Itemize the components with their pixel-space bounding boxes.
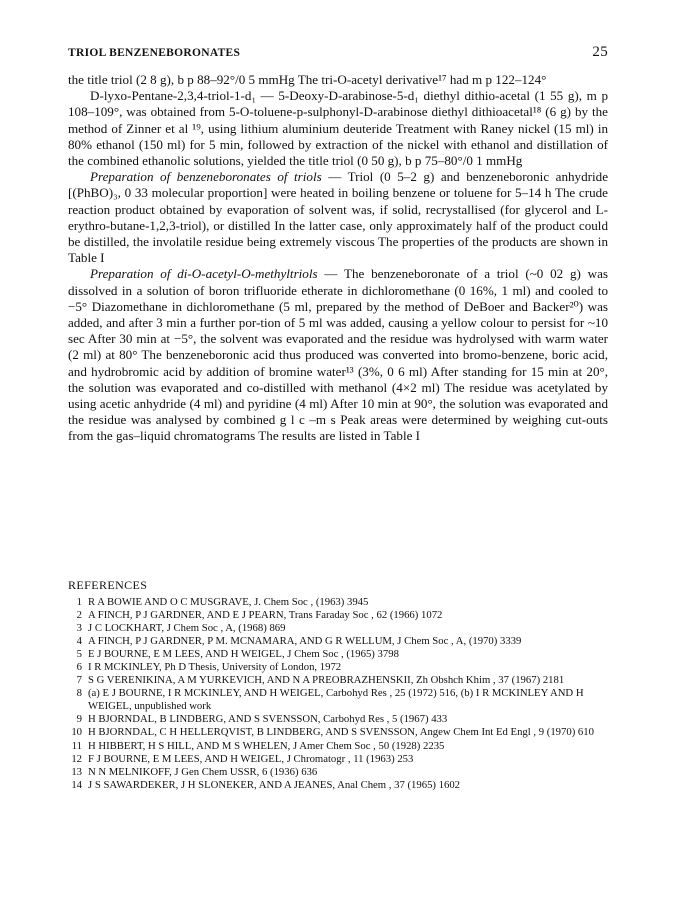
- reference-text: I R MCKINLEY, Ph D Thesis, University of London, 1972: [88, 661, 342, 674]
- paragraph-text-methyltriols: — The benzeneboronate of a triol (~0 02 g) was dissolved in a solution of boron trifluoride etherate in dichloromethane (0 16%, 1 ml) and cooled to −5° Diazomethane in dichloromethane (5 ml, prepared by the method of DeBoer and Backer²⁰) was added, and after 3 min a further por-tion of 5 ml was added, causing a yellow colour to persist for ~10 sec After 30 min at −5°, the solvent was evaporated and the residue was hydrolysed with warm water (2 ml) at 80° The benzeneboronic acid thus produced was converted into bromo-benzene, boric acid, and hydrobromic acid by addition of bromine water¹³ (3%, 0 6 ml) After standing for 15 min at 20°, the solution was evaporated and co-distilled with methanol (4×2 ml) The residue was acetylated by using acetic anhydride (4 ml) and pyridine (4 ml) After 10 min at 90°, the solution was evaporated and the residue was analysed by combined g l c –m s Peak areas were determined by weighing cut-outs from the gas–liquid chromatograms The results are listed in Table I: [68, 266, 609, 444]
- reference-number: 3: [76, 622, 82, 635]
- page-header: [68, 44, 608, 64]
- reference-item: [68, 661, 608, 674]
- reference-text: A FINCH, P J GARDNER, AND E J PEARN, Trans Faraday Soc , 62 (1966) 1072: [88, 609, 443, 622]
- reference-text: N N MELNIKOFF, J Gen Chem USSR, 6 (1936) 636: [88, 765, 318, 778]
- reference-item: [68, 713, 608, 726]
- reference-text: R A BOWIE AND O C MUSGRAVE, J. Chem Soc , (1963) 3945: [88, 596, 369, 608]
- reference-item: [68, 622, 608, 635]
- reference-text: F J BOURNE, E M LEES, AND H WEIGEL, J Chromatogr , 11 (1963) 253: [88, 752, 414, 765]
- reference-item: [68, 635, 608, 648]
- reference-text: J S SAWARDEKER, J H SLONEKER, AND A JEANES, Anal Chem , 37 (1965) 1602: [88, 778, 461, 791]
- reference-item: [68, 740, 608, 753]
- reference-number: 14: [71, 778, 82, 791]
- reference-text: J C LOCKHART, J Chem Soc , A, (1968) 869: [88, 622, 286, 635]
- reference-number: 10: [71, 726, 82, 739]
- section-title-methyltriols: Preparation of di-O-acetyl-O-methyltriols: [90, 266, 318, 282]
- reference-item: [68, 648, 608, 661]
- reference-number: 11: [71, 739, 82, 752]
- running-title: TRIOL BENZENEBORONATES: [68, 47, 241, 59]
- paragraph-pentanetriol: D-lyxo-Pentane-2,3,4-triol-1-d₁ — 5-Deoxy-D-arabinose-5-d₁ diethyl dithio-acetal (1 55 g), m p 108–109°, was obtained from 5-O-toluene-p-sulphonyl-D-arabinose diethyl dithioacetal¹⁸ (6 g) by the method of Zinner et al ¹⁹, using lithium aluminium deuteride Treatment with Raney nickel (15 ml) in 80% ethanol (150 ml) for 5 min, followed by extraction of the nickel with ethanol and distillation of the combined ethanolic solutions, yielded the title triol (0 50 g), b p 75–80°/0 1 mmHg: [68, 88, 608, 169]
- reference-text: H HIBBERT, H S HILL, AND M S WHELEN, J Amer Chem Soc , 50 (1928) 2235: [88, 739, 445, 752]
- reference-item: [68, 596, 608, 609]
- paragraph-methyltriols: [68, 266, 608, 444]
- reference-number: 6: [76, 661, 82, 674]
- paragraph-text-benzeneboronates: — Triol (0 5–2 g) and benzeneboronic anhydride [(PhBO)₃, 0 33 molecular proportion] were heated in boiling benzene or toluene for 5–14 h The crude reaction product obtained by evaporation of solvent was, if solid, recrystallised (for glycerol and L-erythro-butane-1,2,3-triol), or distilled In the latter case, only approximately half of the product could be distilled, the involatile residue being extremely viscous The properties of the products are shown in Table I: [68, 169, 609, 266]
- reference-number: 2: [76, 609, 82, 622]
- reference-number: 4: [76, 635, 82, 648]
- reference-text: H BJORNDAL, B LINDBERG, AND S SVENSSON, Carbohyd Res , 5 (1967) 433: [88, 713, 448, 726]
- reference-text: (a) E J BOURNE, I R MCKINLEY, AND H WEIGEL, Carbohyd Res , 25 (1972) 516, (b) I R MCKINLEY AND H WEIGEL, unpublished work: [88, 687, 584, 713]
- reference-item: [68, 687, 608, 713]
- page-number: 25: [592, 44, 608, 60]
- reference-number: 7: [76, 674, 82, 687]
- reference-text: H BJORNDAL, C H HELLERQVIST, B LINDBERG, AND S SVENSSON, Angew Chem Int Ed Engl , 9 (1970) 610: [88, 726, 594, 739]
- reference-number: 1: [76, 596, 82, 608]
- reference-number: 12: [71, 752, 82, 765]
- references-list: [68, 596, 608, 792]
- reference-item: [68, 609, 608, 622]
- paragraph-title-triol: the title triol (2 8 g), b p 88–92°/0 5 mmHg The tri-O-acetyl derivative¹⁷ had m p 122–124°: [68, 72, 547, 87]
- reference-item: [68, 766, 608, 779]
- reference-item: [68, 753, 608, 766]
- section-title-benzeneboronates: Preparation of benzeneboronates of triols: [90, 169, 322, 185]
- reference-item: [68, 779, 608, 792]
- paragraph-benzeneboronates: [68, 169, 608, 266]
- reference-number: 5: [76, 648, 82, 661]
- reference-text: E J BOURNE, E M LEES, AND H WEIGEL, J Chem Soc , (1965) 3798: [88, 648, 399, 661]
- reference-number: 9: [76, 713, 82, 726]
- article-body: [68, 72, 608, 445]
- reference-item: [68, 674, 608, 687]
- reference-text: S G VERENIKINA, A M YURKEVICH, AND N A PREOBRAZHENSKII, Zh Obshch Khim , 37 (1967) 2181: [88, 674, 565, 687]
- reference-number: 13: [71, 765, 82, 778]
- reference-text: A FINCH, P J GARDNER, P M. MCNAMARA, AND G R WELLUM, J Chem Soc , A, (1970) 3339: [88, 635, 522, 648]
- reference-number: 8: [76, 687, 82, 700]
- reference-item: [68, 726, 608, 739]
- references-heading: REFERENCES: [68, 578, 148, 592]
